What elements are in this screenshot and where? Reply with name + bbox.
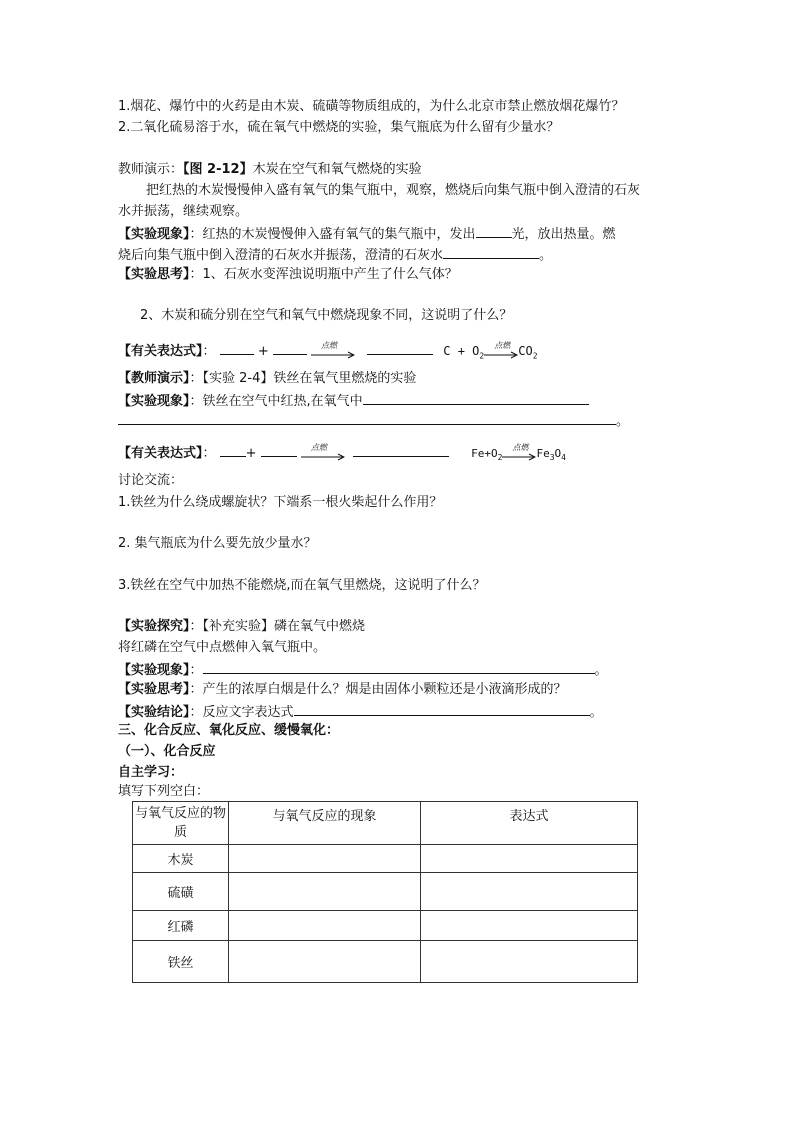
explore-desc: 将红磷在空气中点燃伸入氧气瓶中。 [118,640,327,655]
reaction-table [132,801,638,983]
demo2-heading [118,370,416,388]
explore-exp: ：【补充实验】 [189,619,275,634]
header-substance: 与氧气反应的物质 [133,802,229,845]
demo1-desc-2: 水并振荡，继续观察。 [118,204,249,219]
demo1-desc-1: 把红热的木炭慢慢伸入盛有氧气的集气瓶中，观察，燃烧后向集气瓶中倒入澄清的石灰 [146,183,641,198]
eq-left: C + O [443,344,480,358]
condition-label: 点燃 [321,340,337,350]
reaction-arrow [484,340,518,361]
blank[interactable] [273,341,307,355]
explore-think [118,681,567,699]
colon: ： [189,663,203,678]
reaction-arrow [502,445,536,463]
demo1-observation-1 [118,224,616,244]
discuss-q1: 1.铁丝为什么绕成螺旋状？下端系一根火柴起什么作用？ [118,495,443,510]
observation-text: 烧后向集气瓶中倒入澄清的石灰水并振荡，澄清的石灰水 [118,248,444,263]
eq-right: Fe [536,447,550,460]
fill-instruction: 填写下列空白： [118,784,210,799]
expression-label: 【有关表达式】 [118,344,203,359]
blank[interactable] [261,443,297,457]
section-3-title: 三、化合反应、氧化反应、缓慢氧化： [118,723,340,738]
phenomenon-cell[interactable] [229,941,421,983]
demo2-observation-cont [118,411,629,431]
demo2-label: 【教师演示】 [118,371,190,386]
demo2-observation [118,391,589,411]
think-label: 【实验思考】 [118,682,190,697]
demo1-think-1 [118,266,458,284]
observation-label: 【实验现象】 [118,394,190,409]
observation-text: ：铁丝在空气中红热,在氧气中 [189,394,363,409]
eq-right-sub: 2 [532,351,538,361]
arrow-icon [502,445,536,463]
demo1-expression [118,341,538,365]
observation-label: 【实验现象】 [118,227,190,242]
period: 。 [589,705,603,720]
eq-sub: 3 [549,453,555,463]
self-study-title: 自主学习： [118,765,184,780]
blank[interactable] [363,391,589,405]
condition-label: 点燃 [310,442,327,452]
substance-cell: 红磷 [133,911,229,941]
demo1-observation-2 [118,245,552,265]
eq-right: CO [518,344,533,358]
expression-cell[interactable] [421,845,638,873]
conclusion-text: ：反应文字表达式 [189,705,294,720]
carbon-equation [443,340,538,361]
reaction-arrow [311,340,355,361]
think-text: ：1、石灰水变浑浊说明瓶中产生了什么气体？ [189,267,458,282]
table-row [133,845,638,873]
discuss-q2: 2. 集气瓶底为什么要先放少量水？ [118,536,317,551]
reaction-arrow [301,442,345,463]
table-row [133,941,638,983]
explore-heading [118,618,365,636]
plus: + [245,446,257,461]
explore-title: 磷在氧气中燃烧 [274,619,366,634]
eq-sub: 2 [479,351,485,361]
demo2-title: 铁丝在氧气里燃烧的实验 [273,371,417,386]
demo2-expression [118,443,566,467]
observation-text: ：红热的木炭慢慢伸入盛有氧气的集气瓶中，发出 [189,227,476,242]
period: 。 [539,248,553,263]
blank[interactable] [118,411,616,425]
colon: ： [202,344,216,359]
blank[interactable] [353,443,449,457]
table-row [133,873,638,911]
arrow-icon [484,343,518,361]
substance-cell: 木炭 [133,845,229,873]
colon: ： [202,446,216,461]
explore-label: 【实验探究】 [118,619,190,634]
demo1-label: 教师演示： [118,162,184,177]
conclusion-label: 【实验结论】 [118,705,190,720]
subsection-1-title: （一）、化合反应 [118,744,216,759]
eq-left: Fe+O [471,447,498,460]
blank[interactable] [220,341,254,355]
plus: + [257,344,269,359]
expression-cell[interactable] [421,911,638,941]
blank[interactable] [443,245,539,259]
blank[interactable] [294,702,590,716]
phenomenon-cell[interactable] [229,845,421,873]
blank[interactable] [367,341,433,355]
eq-right: O [554,447,562,460]
think-label: 【实验思考】 [118,267,190,282]
expression-cell[interactable] [421,941,638,983]
discuss-title: 讨论交流： [118,473,184,488]
explore-conclusion [118,702,603,722]
expression-cell[interactable] [421,873,638,911]
explore-observation [118,660,608,680]
arrow-icon [301,445,345,463]
header-phenomenon: 与氧气反应的现象 [229,802,421,845]
observation-text: 光，放出热量。燃 [511,227,616,242]
eq-sub: 2 [497,453,503,463]
period: 。 [594,663,608,678]
discuss-q3: 3.铁丝在空气中加热不能燃烧,而在氧气里燃烧，这说明了什么？ [118,578,486,593]
substance-cell: 铁丝 [133,941,229,983]
blank[interactable] [476,224,512,238]
iron-equation [471,443,566,463]
think-text: ：产生的浓厚白烟是什么？烟是由固体小颗粒还是小液滴形成的？ [189,682,567,697]
eq-sub: 4 [561,453,566,463]
header-expression: 表达式 [421,802,638,845]
condition-label: 点燃 [512,443,529,452]
arrow-icon [311,343,355,361]
expression-label: 【有关表达式】 [118,446,203,461]
demo1-fig: 【图 2-12】 [183,162,253,177]
table-row [133,911,638,941]
demo1-title: 木炭在空气和氧气燃烧的实验 [252,162,422,177]
demo1-think-2: 2、木炭和硫分别在空气和氧气中燃烧现象不同，这说明了什么？ [140,308,513,323]
question-1: 1.烟花、爆竹中的火药是由木炭、硫磺等物质组成的，为什么北京市禁止燃放烟花爆竹？ [118,99,625,114]
period: 。 [616,414,630,429]
substance-cell: 硫磺 [133,873,229,911]
phenomenon-cell[interactable] [229,873,421,911]
demo1-heading [118,161,422,179]
table-header-row [133,802,638,845]
question-2: 2.二氧化硫易溶于水，硫在氧气中燃烧的实验，集气瓶底为什么留有少量水？ [118,120,560,135]
observation-label: 【实验现象】 [118,663,190,678]
phenomenon-cell[interactable] [229,911,421,941]
blank[interactable] [220,443,246,457]
demo2-exp: ：【实验 2-4】 [189,371,274,386]
condition-label: 点燃 [494,340,511,350]
blank[interactable] [203,660,595,674]
